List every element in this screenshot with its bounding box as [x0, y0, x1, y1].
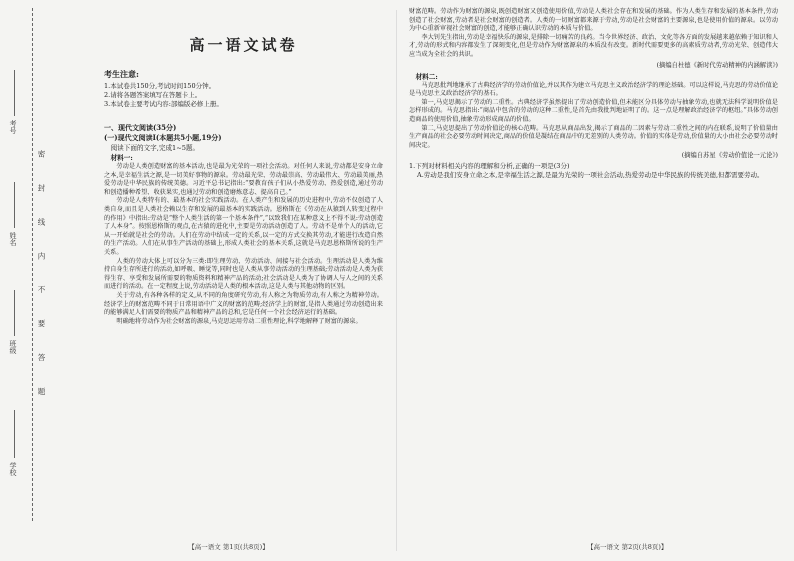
page-2-content: [409, 8, 778, 531]
body-paragraph: 劳动是人类创造财富的基本活动,也是最为光荣的一项社会活动。对任何人来说,劳动都是安身立命之本,是幸福生活之源,是一切美好事物的源泉。劳动最光荣、劳动最崇高、劳动最伟大、劳动最美丽,热爱劳动是中华民族的传统美德。习近平总书记指出:“要教育孩子们从小热爱劳动、热爱创造,通过劳动和创造播种希望、收获果实,也通过劳动和创造磨炼意志、提高自己。”: [104, 163, 383, 196]
body-paragraph: 明确地将劳动作为社会财富的源泉,马克思运用劳动二重性理论,科学地解释了财富的源泉。: [116, 317, 362, 325]
exam-page-2: [397, 0, 794, 561]
body-paragraph: 人类的劳动大体上可以分为三类:即生理劳动、劳动活动、间接与社会活动。生理活动是人类为维持自身生存所进行的活动,如呼吸、睡觉等,同时也是人类从事劳动活动的生理基础;劳动活动是人类为获得生存、享受和发展所需要的物质资料和精神产品的活动;社会活动是人类为了协调人与人之间的关系而进行的活动。在一定程度上说,劳动活动是人类的根本活动,这是人类与其他动物的区别。: [104, 257, 383, 291]
page-footer: 【高一语文 第2页(共8页)】: [587, 543, 668, 551]
exam-number-label: 考号: [9, 120, 17, 134]
page-1-content: [104, 34, 383, 531]
school-blank: [14, 410, 15, 458]
exam-title: 高一语文试卷: [189, 36, 298, 54]
class-label: 班级: [9, 340, 17, 354]
section-heading: 一、现代文阅读(35分): [104, 123, 177, 132]
body-paragraph: 第一,马克思揭示了劳动的二重性。古典经济学虽然提出了劳动创造价值,但未能区分具体劳动与抽象劳动,也就无法科学说明价值是怎样形成的。马克思指出:“商品中包含的劳动的这种二重性,是首先由我批判地证明了的。这一点是理解政治经济学的枢纽。”具体劳动创造商品的使用价值,抽象劳动形成商品的价值。: [409, 98, 778, 123]
source-attribution: (摘编自杜德《新时代劳动精神的内涵解读》): [656, 61, 778, 69]
page-footer: 【高一语文 第1页(共8页)】: [188, 543, 269, 551]
body-paragraph: 马克思批判地继承了古典经济学的劳动价值论,并以其作为建立马克思主义政治经济学的理论基础。可以这样说,马克思的劳动价值论是马克思主义政治经济学的基石。: [409, 81, 779, 98]
notice-item: 2.请将各题答案填写在答题卡上。: [104, 91, 202, 99]
source-attribution: (摘编自苏星《劳动价值论一元论》): [681, 152, 778, 160]
body-paragraph: 劳动是人类特有的、最基本的社会实践活动。在人类产生和发展的历史进程中,劳动不仅创造了人类自身,而且是人类社会赖以生存和发展的最基本的实践活动。恩格斯在《劳动在从猿到人转变过程中的作用》中指出:劳动是“整个人类生活的第一个基本条件”,“以致我们在某种意义上不得不说:劳动创造了人本身”。按照恩格斯的观点,在古猿的进化中,主要是劳动活动创造了人。劳动不是单个人的活动,它从一开始就是社会的劳动。人们在劳动中结成一定的关系,以一定的方式交换其劳动,才能进行改造自然的生产活动。人们在从事生产活动的基础上,形成人类社会的基本关系,这就是马克思恩格斯所说的生产关系。: [104, 197, 383, 256]
name-blank: [14, 182, 15, 228]
school-label: 学校: [9, 462, 17, 476]
notice-item: 3.本试卷主要考试内容:部编版必修上册。: [104, 100, 223, 108]
body-paragraph: 财富范畴。劳动作为财富的源泉,既创造财富又创造使用价值,劳动是人类社会存在和发展的基础。作为人类生存和发展的基本条件,劳动创造了社会财富,劳动者是社会财富的创造者。人类的一切财富都来源于劳动,劳动是社会财富的主要源泉,也是使用价值的源泉。以劳动为中心重新审视社会财富的创造,才能够正确认识劳动的本质与价值。: [409, 8, 778, 33]
exam-notice: [104, 69, 383, 109]
notice-item: 1.本试卷共150分,考试时间150分钟。: [104, 82, 216, 90]
body-paragraph: 李大钊先生指出,劳动是幸福快乐的源泉,是排除一切痛苦的良药。当今世界经济、政治、文化等各方面的发展越来越依赖于知识和人才,劳动的形式和内容都发生了深刻变化,但是劳动作为财富源泉的本质没有改变。新时代需要更多的高素质劳动者,劳动光荣、创造伟大应当成为全社会的共识。: [409, 33, 779, 58]
body-paragraph: 第二,马克思提出了劳动价值论的核心范畴。马克思从商品出发,揭示了商品的二因素与劳动二重性之间的内在联系,说明了价值量由生产商品的社会必要劳动时间决定,商品的价值是凝结在商品中的无差别的人类劳动。价值的实体是劳动,价值量的大小由社会必要劳动时间决定。: [409, 124, 778, 149]
material-label: 材料一:: [110, 154, 133, 162]
exam-number-blank: [14, 70, 15, 116]
material-label: 材料二:: [415, 72, 438, 81]
notice-title: 考生注意:: [104, 69, 139, 79]
question-stem: 1.下列对材料相关内容的理解和分析,正确的一项是(3分): [409, 162, 570, 171]
class-blank: [14, 290, 15, 336]
reading-instruction: 阅读下面的文字,完成1~5题。: [110, 144, 200, 152]
answer-option-a: A.劳动是我们安身立命之本,是幸福生活之源,是最为光荣的一项社会活动,热爱劳动是中华民族的传统美德,但都需要劳动。: [417, 171, 764, 180]
subsection-heading: (一)现代文阅读Ⅰ(本题共5小题,19分): [104, 133, 222, 142]
binding-margin: [0, 0, 64, 561]
seal-line-warning: 密 封 线 内 不 要 答 题: [37, 150, 46, 407]
seal-dashed-line: [32, 8, 33, 521]
body-paragraph: 关于劳动,有各种各样的定义,从不同的角度研究劳动,有人称之为物质劳动,有人称之为精神劳动。经济学上的财富范畴不同于日常用语中广义的财富的范畴;经济学上的财富,是指人类通过劳动创造出来的能够满足人们需要的物质产品和精神产品的总和,它是任何一个社会经济运行的基础。: [104, 291, 383, 317]
name-label: 姓名: [9, 232, 17, 246]
